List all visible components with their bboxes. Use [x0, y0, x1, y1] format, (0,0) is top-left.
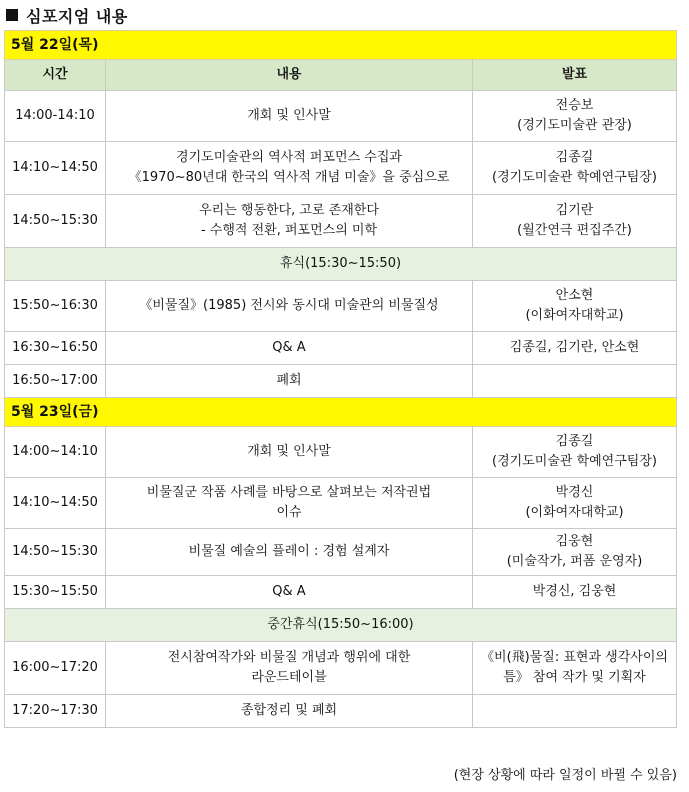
- schedule-table: [4, 30, 677, 728]
- schedule-row: [5, 478, 677, 529]
- row-content: Q& A: [106, 332, 473, 365]
- break-label: 휴식(15:30~15:50): [5, 248, 677, 281]
- row-time: 16:00~17:20: [5, 642, 106, 695]
- day-label: 5월 23일(금): [5, 398, 677, 427]
- row-time: 14:10~14:50: [5, 478, 106, 529]
- row-presenter: 김종길 (경기도미술관 학예연구팀장): [473, 427, 677, 478]
- row-time: 15:30~15:50: [5, 576, 106, 609]
- row-presenter: 김종길, 김기란, 안소현: [473, 332, 677, 365]
- row-time: 14:50~15:30: [5, 529, 106, 576]
- schedule-row: [5, 142, 677, 195]
- square-bullet-icon: [6, 9, 18, 21]
- row-time: 17:20~17:30: [5, 695, 106, 728]
- row-time: 15:50~16:30: [5, 281, 106, 332]
- section-title: [6, 3, 128, 27]
- col-header-content: 내용: [106, 60, 473, 91]
- row-content: 전시참여작가와 비물질 개념과 행위에 대한 라운드테이블: [106, 642, 473, 695]
- schedule-change-note: (현장 상황에 따라 일정이 바뀔 수 있음): [453, 768, 677, 783]
- row-content: 비물질군 작품 사례를 바탕으로 살펴보는 저작권법 이슈: [106, 478, 473, 529]
- row-time: 14:00~14:10: [5, 427, 106, 478]
- row-presenter: 박경신, 김웅현: [473, 576, 677, 609]
- row-content: 경기도미술관의 역사적 퍼포먼스 수집과 《1970~80년대 한국의 역사적 개념 미술》을 중심으로: [106, 142, 473, 195]
- section-title-text: 심포지엄 내용: [26, 6, 128, 26]
- row-time: 16:50~17:00: [5, 365, 106, 398]
- col-header-time: 시간: [5, 60, 106, 91]
- schedule-row: [5, 576, 677, 609]
- schedule-row: [5, 695, 677, 728]
- row-time: 14:10~14:50: [5, 142, 106, 195]
- row-presenter: [473, 695, 677, 728]
- row-presenter: 김웅현 (미술작가, 퍼폼 운영자): [473, 529, 677, 576]
- schedule-row: [5, 91, 677, 142]
- schedule-row: [5, 529, 677, 576]
- row-content: 《비물질》(1985) 전시와 동시대 미술관의 비물질성: [106, 281, 473, 332]
- row-presenter: 김종길 (경기도미술관 학예연구팀장): [473, 142, 677, 195]
- day-header-row: [5, 31, 677, 60]
- col-header-presenter: 발표: [473, 60, 677, 91]
- schedule-row: [5, 365, 677, 398]
- row-content: 종합정리 및 폐회: [106, 695, 473, 728]
- row-presenter: 전승보 (경기도미술관 관장): [473, 91, 677, 142]
- row-presenter: 김기란 (월간연극 편집주간): [473, 195, 677, 248]
- row-presenter: [473, 365, 677, 398]
- row-content: 개회 및 인사말: [106, 427, 473, 478]
- row-content: 우리는 행동한다, 고로 존재한다 - 수행적 전환, 퍼포먼스의 미학: [106, 195, 473, 248]
- row-content: 개회 및 인사말: [106, 91, 473, 142]
- row-content: 폐회: [106, 365, 473, 398]
- row-content: 비물질 예술의 플레이 : 경험 설계자: [106, 529, 473, 576]
- row-content: Q& A: [106, 576, 473, 609]
- row-time: 16:30~16:50: [5, 332, 106, 365]
- day-header-row: [5, 398, 677, 427]
- row-presenter: 안소현 (이화여자대학교): [473, 281, 677, 332]
- schedule-row: [5, 642, 677, 695]
- schedule-row: [5, 195, 677, 248]
- schedule-row: [5, 332, 677, 365]
- schedule-row: [5, 281, 677, 332]
- row-time: 14:50~15:30: [5, 195, 106, 248]
- schedule-row: [5, 427, 677, 478]
- row-time: 14:00-14:10: [5, 91, 106, 142]
- break-label: 중간휴식(15:50~16:00): [5, 609, 677, 642]
- column-header-row: [5, 60, 677, 91]
- row-presenter: 박경신 (이화여자대학교): [473, 478, 677, 529]
- break-row: [5, 609, 677, 642]
- row-presenter: 《비(飛)물질: 표현과 생각사이의 틈》 참여 작가 및 기획자: [473, 642, 677, 695]
- break-row: [5, 248, 677, 281]
- day-label: 5월 22일(목): [5, 31, 677, 60]
